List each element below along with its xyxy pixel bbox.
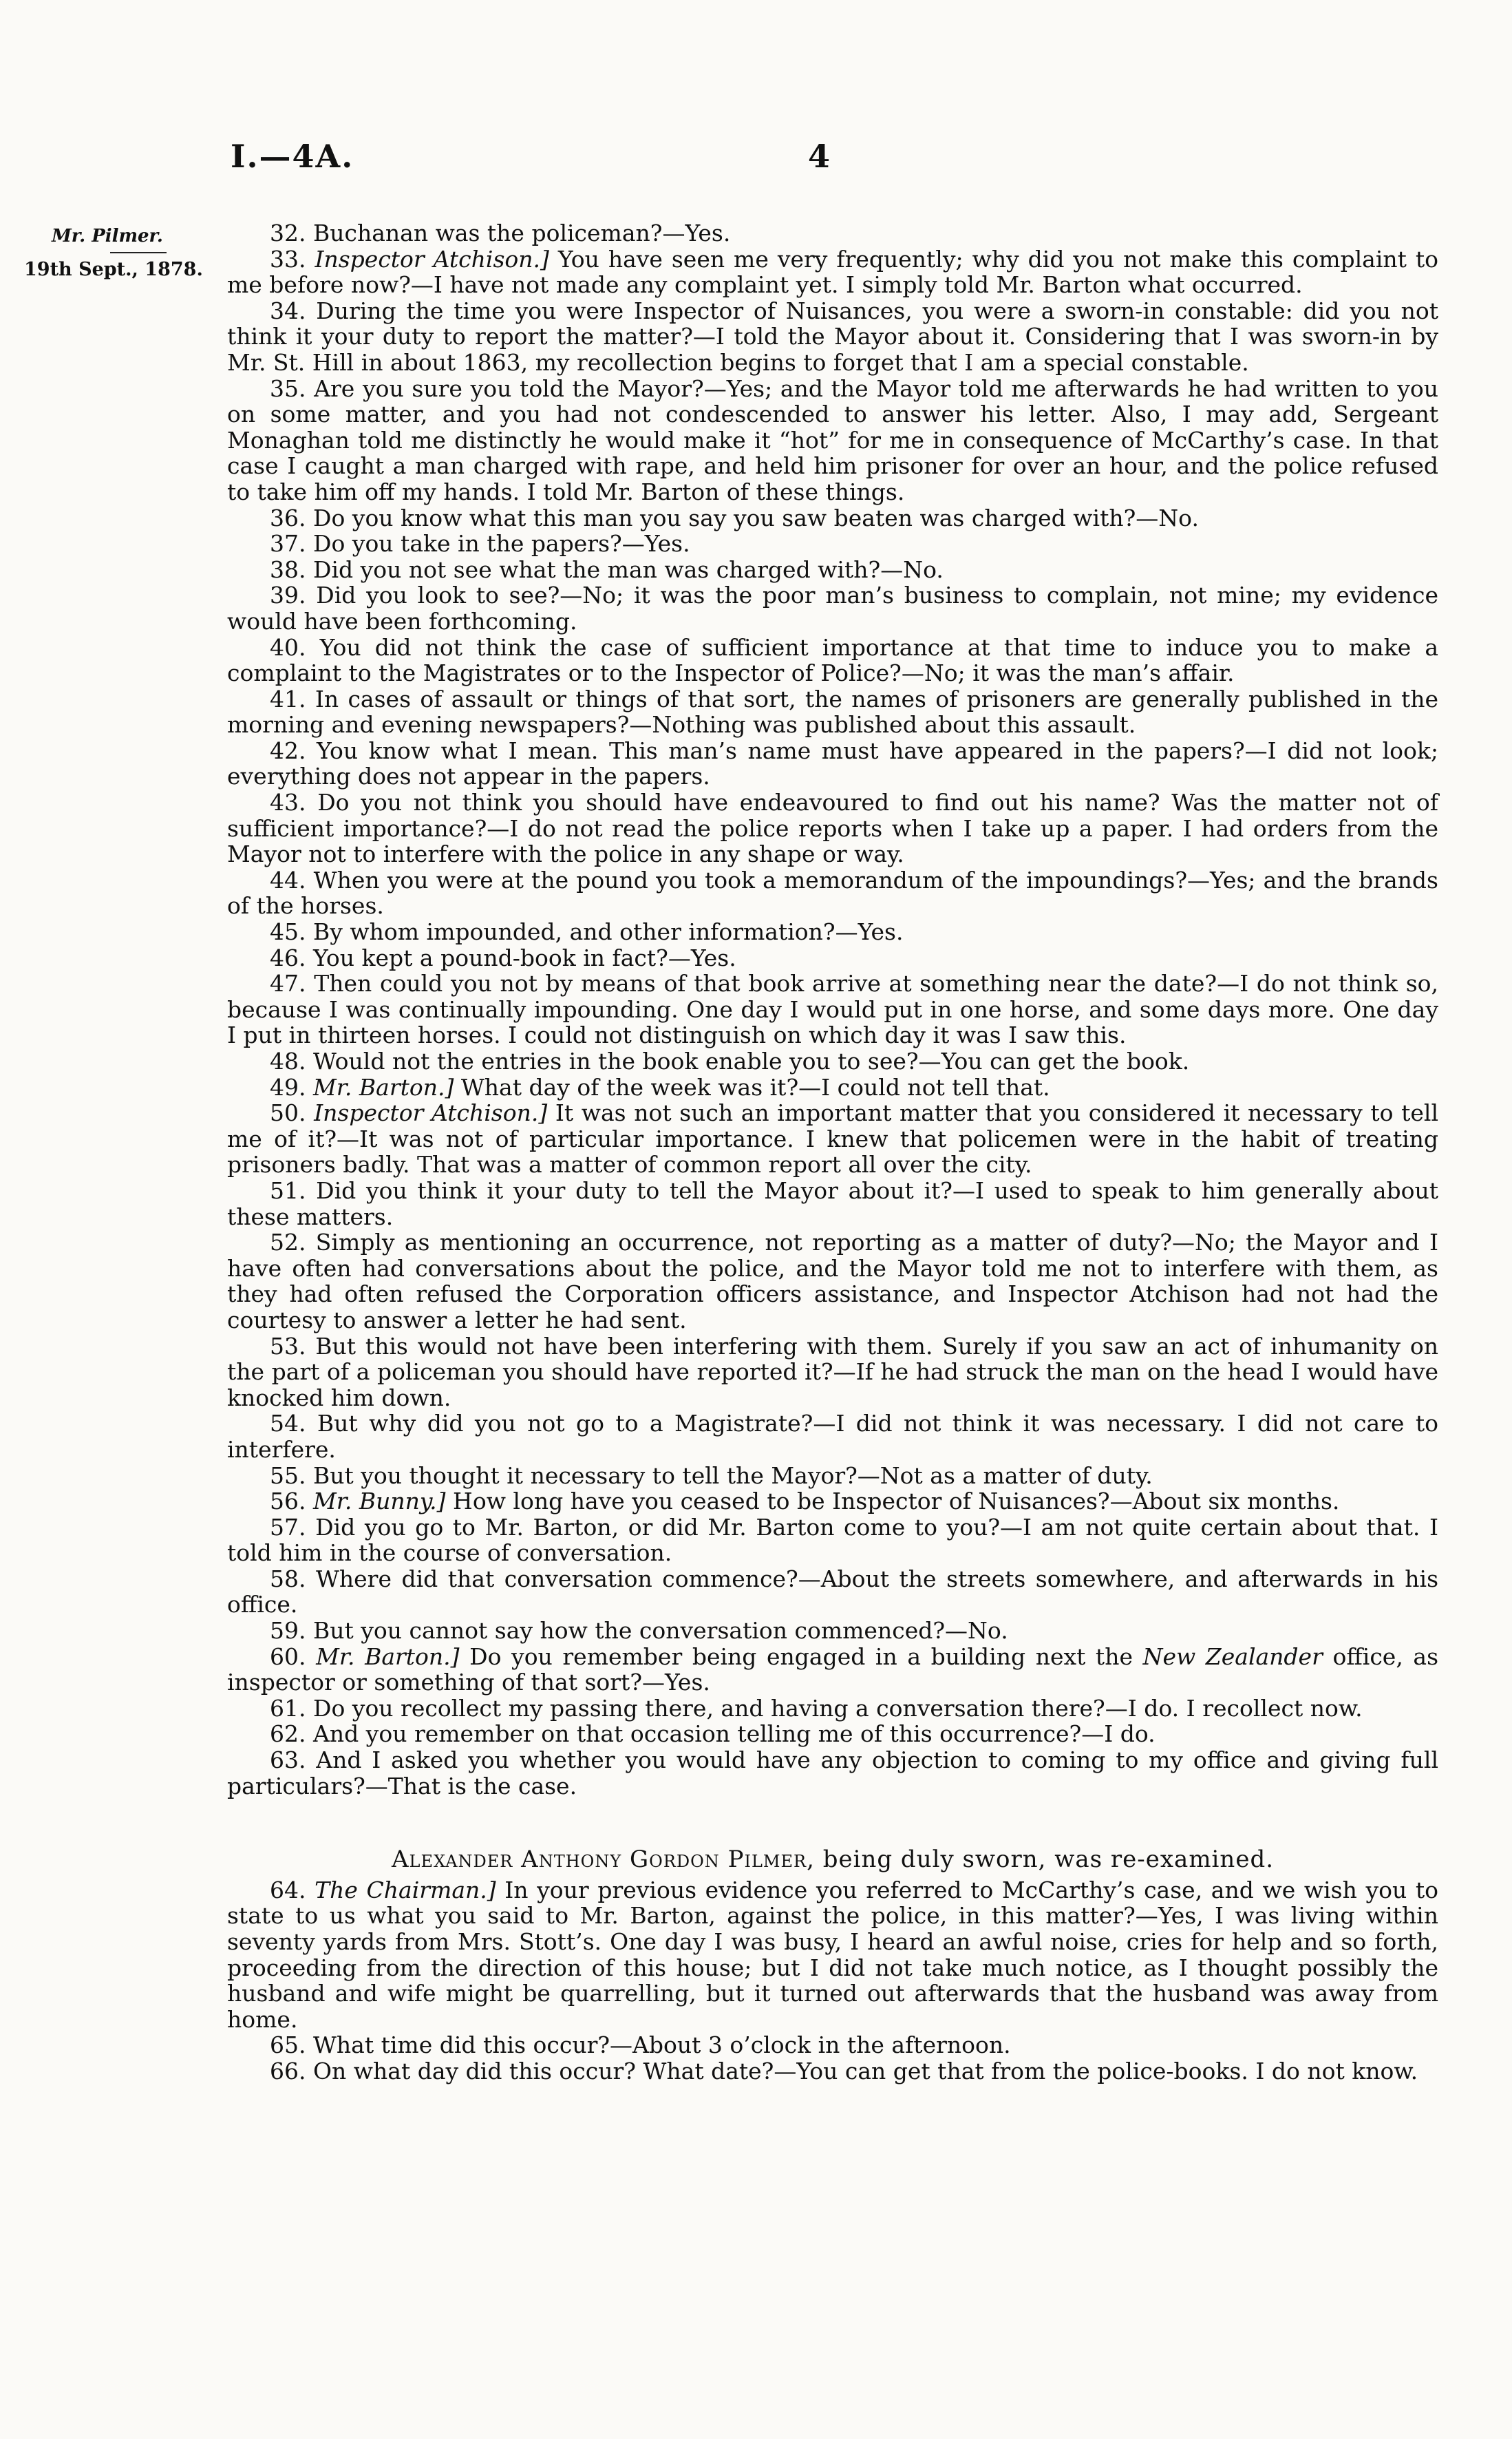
testimony-paragraph: [227, 1100, 1438, 1178]
testimony-paragraph: [227, 971, 1438, 1048]
document-code: I.—4A.: [231, 138, 354, 175]
question-answer-text: Where did that conversation commence?—About the streets somewhere, and afterwards in his office.: [227, 1565, 1438, 1618]
testimony-paragraph: [227, 1747, 1438, 1799]
testimony-paragraph: [227, 1411, 1438, 1462]
testimony-paragraph: [227, 635, 1438, 686]
question-number: 47.: [270, 970, 306, 997]
question-number: 36.: [270, 504, 306, 531]
question-number: 60.: [270, 1643, 306, 1670]
testimony-paragraph: [227, 1644, 1438, 1696]
question-number: 57.: [270, 1513, 306, 1541]
question-number: 59.: [270, 1617, 306, 1645]
question-number: 42.: [270, 737, 306, 764]
question-number: 52.: [270, 1229, 306, 1256]
speaker-name: Inspector Atchison.]: [314, 1099, 548, 1127]
testimony-paragraph: [227, 790, 1438, 867]
question-answer-text: Buchanan was the policeman?—Yes.: [312, 220, 731, 246]
testimony-paragraph: [227, 1048, 1438, 1075]
testimony-paragraph: [227, 531, 1438, 557]
question-number: 64.: [270, 1876, 306, 1903]
question-answer-text: But this would not have been interfering with them. Surely if you saw an act of inhumanity on the part of a policeman you should have reported it?—If he had struck the man on the head I would have knocked him down.: [227, 1332, 1438, 1411]
question-answer-text: In your previous evidence you referred to McCarthy’s case, and we wish you to state to us what you said to Mr. Barton, against the police, in this matter?—Yes, I was living within seventy yards from Mrs. Stott’s. One day I was busy, I heard an awful noise, cries for help and so forth, proceeding from the direction of this house; but I did not take much notice, as I thought possibly the husband and wife might be quarrelling, but it turned out afterwards that the husband was away from home.: [227, 1876, 1438, 2033]
question-number: 61.: [270, 1694, 306, 1722]
testimony-paragraph: [227, 1514, 1438, 1566]
question-answer-text: Did you go to Mr. Barton, or did Mr. Barton come to you?—I am not quite certain about that. I told him in the course of conversation.: [227, 1513, 1438, 1567]
testimony-paragraph: [227, 2032, 1438, 2058]
testimony-paragraph: [227, 2058, 1438, 2084]
question-answer-text: On what day did this occur? What date?—You can get that from the police-books. I do not know.: [312, 2057, 1418, 2084]
question-answer-text: You have seen me very frequently; why did you not make this complaint to me before now?—I have not made any complaint yet. I simply told Mr. Barton what occurred.: [227, 245, 1438, 299]
question-answer-text: How long have you ceased to be Inspector of Nuisances?—About six months.: [453, 1488, 1340, 1515]
question-answer-text: By whom impounded, and other information?—Yes.: [312, 918, 904, 946]
question-number: 35.: [270, 374, 306, 402]
testimony-paragraph: [227, 1618, 1438, 1644]
question-answer-text: office, as inspector or something of that sort?—Yes.: [227, 1643, 1439, 1696]
question-number: 50.: [270, 1099, 306, 1127]
question-answer-text: Did you look to see?—No; it was the poor man’s business to complain, not mine; my evidence would have been forthcoming.: [227, 582, 1438, 635]
question-number: 34.: [270, 297, 306, 324]
testimony-paragraph: [227, 1488, 1438, 1514]
question-answer-text: Do you remember being engaged in a building next the: [469, 1643, 1133, 1670]
question-number: 51.: [270, 1176, 306, 1204]
question-number: 40.: [270, 633, 306, 661]
testimony-paragraph: [227, 1877, 1438, 2033]
margin-date: 19th Sept., 1878.: [24, 259, 203, 280]
question-answer-text: Would not the entries in the book enable you to see?—You can get the book.: [312, 1048, 1190, 1075]
testimony-paragraph: [227, 738, 1438, 790]
question-number: 32.: [270, 220, 306, 246]
question-answer-text: But why did you not go to a Magistrate?—I did not think it was necessary. I did not care to interfere.: [227, 1410, 1438, 1463]
question-number: 63.: [270, 1746, 306, 1774]
speaker-name: Inspector Atchison.]: [315, 245, 549, 273]
testimony-paragraph: [227, 1178, 1438, 1229]
speaker-name: Mr. Bunny.]: [312, 1488, 446, 1515]
question-answer-text: Do you take in the papers?—Yes.: [312, 530, 690, 558]
question-number: 56.: [270, 1488, 306, 1515]
question-number: 46.: [270, 944, 306, 971]
question-number: 53.: [270, 1332, 306, 1360]
testimony-paragraph: [227, 582, 1438, 634]
question-answer-text: But you thought it necessary to tell the Mayor?—Not as a matter of duty.: [312, 1461, 1153, 1489]
question-number: 38.: [270, 556, 306, 583]
testimony-paragraph: [227, 220, 1438, 246]
testimony-paragraph: [227, 686, 1438, 738]
question-number: 55.: [270, 1461, 306, 1489]
question-answer-text: And I asked you whether you would have any objection to coming to my office and giving full particulars?—That is the case.: [227, 1746, 1438, 1799]
question-number: 48.: [270, 1048, 306, 1075]
question-answer-text: During the time you were Inspector of Nuisances, you were a sworn-in constable: did you not think it your duty to report the matter?—I told the Mayor about it. Considering that I was sworn-in by Mr. St. Hill in about 1863, my recollection begins to forget that I am a special constable.: [227, 297, 1438, 376]
question-answer-text: Did you not see what the man was charged with?—No.: [312, 556, 944, 583]
question-number: 45.: [270, 918, 306, 946]
testimony-paragraph: [227, 1333, 1438, 1411]
question-answer-text: Do you recollect my passing there, and having a conversation there?—I do. I recollect now.: [312, 1694, 1363, 1722]
testimony-paragraph: [227, 945, 1438, 971]
testimony-paragraph: [227, 557, 1438, 583]
question-number: 58.: [270, 1565, 306, 1592]
question-answer-text: When you were at the pound you took a memorandum of the impoundings?—Yes; and the brands of the horses.: [227, 866, 1438, 920]
question-number: 41.: [270, 685, 306, 712]
speaker-name: Mr. Barton.]: [316, 1643, 460, 1670]
testimony-paragraph: [227, 1721, 1438, 1747]
question-number: 54.: [270, 1410, 306, 1437]
testimony-paragraph: [227, 376, 1438, 505]
question-answer-text: Simply as mentioning an occurrence, not reporting as a matter of duty?—No; the Mayor and I have often had conversations about the police, and the Mayor told me not to interfere with them, as they had often refused the Corporation officers assistance, and Inspector Atchison had not had the courtesy to answer a letter he had sent.: [227, 1229, 1438, 1333]
question-answer-text: And you remember on that occasion telling me of this occurrence?—I do.: [312, 1720, 1156, 1748]
question-answer-text: Then could you not by means of that book arrive at something near the date?—I do not think so, because I was continually impounding. One day I would put in one horse, and some days more. One day I put in thirteen horses. I could not distinguish on which day it was I saw this.: [227, 970, 1438, 1049]
question-number: 33.: [270, 245, 306, 273]
question-number: 62.: [270, 1720, 306, 1748]
question-number: 37.: [270, 530, 306, 558]
question-answer-text: You kept a pound-book in fact?—Yes.: [312, 944, 736, 971]
testimony-paragraph: [227, 1696, 1438, 1722]
testimony-paragraph: [227, 867, 1438, 919]
question-number: 66.: [270, 2057, 306, 2084]
testimony-paragraph: [227, 246, 1438, 298]
testimony-paragraph: [227, 298, 1438, 376]
testimony-paragraph: [227, 1075, 1438, 1101]
question-answer-text: Did you think it your duty to tell the Mayor about it?—I used to speak to him generally about these matters.: [227, 1176, 1438, 1230]
section-heading: [227, 1799, 1438, 1877]
question-answer-text: It was not such an important matter that you considered it necessary to tell me of it?—It was not of particular importance. I knew that policemen were in the habit of treating prisoners badly. That was a matter of common report all over the city.: [227, 1099, 1439, 1179]
testimony-paragraph: [227, 1463, 1438, 1489]
margin-divider: [110, 252, 167, 253]
speaker-name: The Chairman.]: [315, 1876, 496, 1903]
question-answer-text: What time did this occur?—About 3 o’clock in the afternoon.: [312, 2031, 1011, 2059]
testimony-paragraph: [227, 505, 1438, 531]
testimony-body: [227, 220, 1438, 2084]
testimony-block-2: [227, 1877, 1438, 2084]
testimony-paragraph: [227, 1566, 1438, 1618]
question-answer-text: Are you sure you told the Mayor?—Yes; and the Mayor told me afterwards he had written to you on some matter, and you had not condescended to answer his letter. Also, I may add, Sergeant Monaghan told me distinctly he would make it “hot” for me in consequence of McCarthy’s case. In that case I caught a man charged with rape, and held him prisoner for over an hour, and the police refused to take him off my hands. I told Mr. Barton of these things.: [227, 374, 1438, 505]
witness-name: Alexander Anthony Gordon Pilmer: [391, 1846, 807, 1874]
question-number: 65.: [270, 2031, 306, 2059]
question-answer-text: In cases of assault or things of that sort, the names of prisoners are generally published in the morning and evening newspapers?—Nothing was published about this assault.: [227, 685, 1439, 739]
question-answer-text: But you cannot say how the conversation commenced?—No.: [312, 1617, 1008, 1645]
newspaper-title: New Zealander: [1142, 1643, 1323, 1670]
speaker-name: Mr. Barton.]: [312, 1073, 454, 1101]
page-number: 4: [808, 138, 831, 175]
question-answer-text: Do you know what this man you say you saw beaten was charged with?—No.: [312, 504, 1199, 531]
heading-rest: , being duly sworn, was re-examined.: [807, 1846, 1275, 1874]
question-answer-text: You did not think the case of sufficient importance at that time to induce you to make a complaint to the Magistrates or to the Inspector of Police?—No; it was the man’s affair.: [227, 633, 1438, 687]
testimony-paragraph: [227, 1229, 1438, 1333]
margin-witness-name: Mr. Pilmer.: [52, 226, 163, 246]
question-number: 39.: [270, 582, 306, 609]
testimony-block-1: [227, 220, 1438, 1799]
question-answer-text: Do you not think you should have endeavoured to find out his name? Was the matter not of sufficient importance?—I do not read the police reports when I take up a paper. I had orders from the Mayor not to interfere with the police in any shape or way.: [227, 789, 1438, 868]
question-number: 44.: [270, 866, 306, 894]
testimony-paragraph: [227, 919, 1438, 945]
question-answer-text: What day of the week was it?—I could not tell that.: [460, 1073, 1050, 1101]
question-answer-text: You know what I mean. This man’s name must have appeared in the papers?—I did not look; everything does not appear in the papers.: [227, 737, 1438, 790]
question-number: 43.: [270, 789, 306, 816]
question-number: 49.: [270, 1073, 306, 1101]
